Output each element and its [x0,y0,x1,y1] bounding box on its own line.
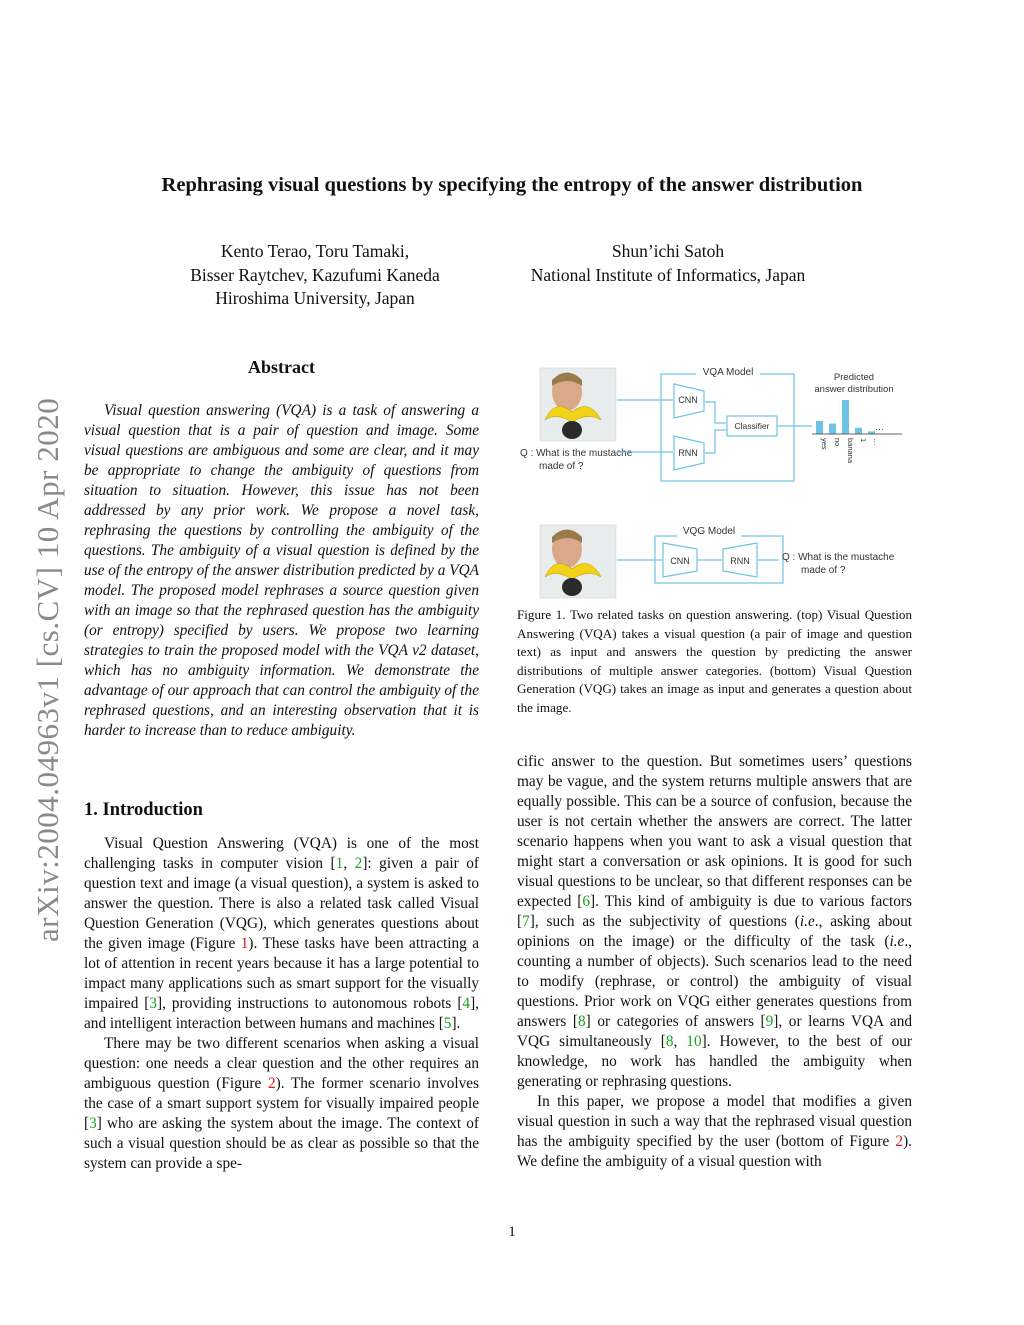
bar-labels [820,438,881,464]
svg-text:CNN: CNN [678,395,698,405]
svg-text:CNN: CNN [670,556,690,566]
predicted-label: Predicted [833,372,875,383]
figure-link[interactable]: 1 [240,935,249,952]
citation-link[interactable]: 10 [686,1033,702,1050]
answer-bar [829,424,836,434]
figure-link[interactable]: 2 [267,1075,276,1092]
vqa-arrows [617,400,812,453]
figure-link[interactable]: 2 [895,1133,904,1150]
citation-link[interactable]: 3 [89,1115,97,1132]
paper-title: Rephrasing visual questions by specifying the entropy of the answer distribution [161,174,863,196]
page-number: 1 [508,1224,516,1240]
right-paragraph-1: cific answer to the question. But sometimes users’ questions may be vague, and the system returns multiple answers that are equally possible. This can be a source of confusion, because the user is not certain whether the answers are correct. The latter scenario happens when you want to ask a visual question that might start a conversation or ask opinions. It is good for such visual questions to be unclear, so that different responses can be expected [6]. This kind of ambiguity is due to various factors [7], such as the subjectivity of questions (i.e., asking about opinions on the image) or the difficulty of the task (i.e., counting a number of objects). Such scenarios lead to the need to modify (rephrase, or control) the ambiguity of visual questions. Prior work on VQG either generates questions from answers [8] or categories of answers [9], or learns VQA and VQG simultaneously [8, 10]. However, to the best of our knowledge, no work has handled the ambiguity when generating or rephrasing questions. [517,753,913,1090]
figure-1 [517,360,917,600]
citation-link[interactable]: 3 [149,995,158,1012]
citation-link[interactable]: 7 [522,913,530,930]
vqa-question-text: made of ? [539,461,584,472]
arxiv-stamp: arXiv:2004.04963v1 [cs.CV] 10 Apr 2020 [30,397,65,942]
citation-link[interactable]: 9 [765,1013,774,1030]
top-photo [540,368,616,441]
bar-label: banana [846,438,855,464]
bar-label: no [833,438,842,447]
answer-bar [816,421,823,434]
answer-distribution-bars [816,400,875,434]
introduction-body [84,834,479,1174]
vqa-question-text: Q : What is the mustache [520,448,633,459]
bottom-photo [540,525,616,598]
citation-link[interactable]: 8 [665,1033,674,1050]
intro-paragraph-1: Visual Question Answering (VQA) is one of the most challenging tasks in computer vision [1, 2]: given a pair of question text and image (a visual question), a system is asked to answer the question. There is also a related task called Visual Question Generation (VQG), which generates questions about the given image (Figure 1). These tasks have been attracting a lot of attention in recent years because it has a large potential to impact many applications such as smart support for the visually impaired [3], providing instructions to autonomous robots [4], and intelligent interaction between humans and machines [5]. [84,835,479,1032]
vqa-model-label: VQA Model [702,367,754,378]
intro-paragraph-2: There may be two different scenarios when asking a visual question: one needs a clear question and the other requires an ambiguous question (Figure 2). The former scenario involves the case of a smart support system for visually impaired people [3] who are asking the system about the image. The context of such a visual question should be as clear as possible so that the system can provide a spe- [84,1035,479,1172]
citation-link[interactable]: 1 [335,855,344,872]
citation-link[interactable]: 6 [582,893,591,910]
abstract-body: Visual question answering (VQA) is a task of answering a visual question that is a pair of question and image. Some visual questions are ambiguous and some are clear, and it may be appropriate to change the ambiguity of questions from situation to situation. However, this issue has not been addressed by any prior work. We propose a novel task, rephrasing the questions by controlling the ambiguity of the questions. The ambiguity of a visual question is defined by the use of the entropy of the answer distribution predicted by a VQA model. The proposed model rephrases a source question given with an image so that the rephrased question has the ambiguity (or entropy) specified by users. We propose two learning strategies to train the proposed model with the VQA v2 dataset, which has no ambiguity information. We demonstrate the advantage of our approach that can control the ambiguity of the rephrased questions, and an interesting observation that it is harder to increase than to reduce ambiguity. [84,402,479,739]
answer-bar [842,400,849,434]
answer-bar [855,428,862,434]
bar-ellipsis: … [875,422,884,432]
citation-link[interactable]: 8 [577,1013,586,1030]
right-column-body [517,752,912,1172]
right-paragraph-2: In this paper, we propose a model that modifies a given visual question in such a way that the rephrased visual question has the ambiguity specified by the user (bottom of Figure 2). We define the ambiguity of a visual question with [517,1093,912,1170]
figure-1-caption: Figure 1. Two related tasks on question answering. (top) Visual Question Answering (VQA) takes a visual question (a pair of image and question text) as input and answers the question by predicting the answer distributions of multiple answer categories. (bottom) Visual Question Generation (VQG) takes an image as input and generates a question about the image. [517,607,912,715]
vqg-model-label: VQG Model [682,526,736,537]
bar-label: 1 [859,438,868,443]
bar-label: … [872,438,881,446]
svg-text:RNN: RNN [678,448,698,458]
svg-text:RNN: RNN [730,556,750,566]
vqg-question-text: made of ? [801,565,846,576]
authors-left: Kento Terao, Toru Tamaki, Bisser Raytchev, Kazufumi Kaneda Hiroshima University, Japan [190,241,440,308]
abstract-title: Abstract [248,357,315,377]
bar-label: yes [820,438,829,450]
citation-link[interactable]: 4 [462,995,471,1012]
svg-text:Classifier: Classifier [734,421,770,431]
introduction-heading: 1. Introduction [84,800,203,820]
answer-distribution-label: answer distribution [814,384,894,395]
vqg-question-text: Q : What is the mustache [782,552,895,563]
citation-link[interactable]: 2 [354,855,363,872]
authors-right: Shun’ichi Satoh National Institute of Informatics, Japan [530,241,806,285]
citation-link[interactable]: 5 [443,1015,452,1032]
